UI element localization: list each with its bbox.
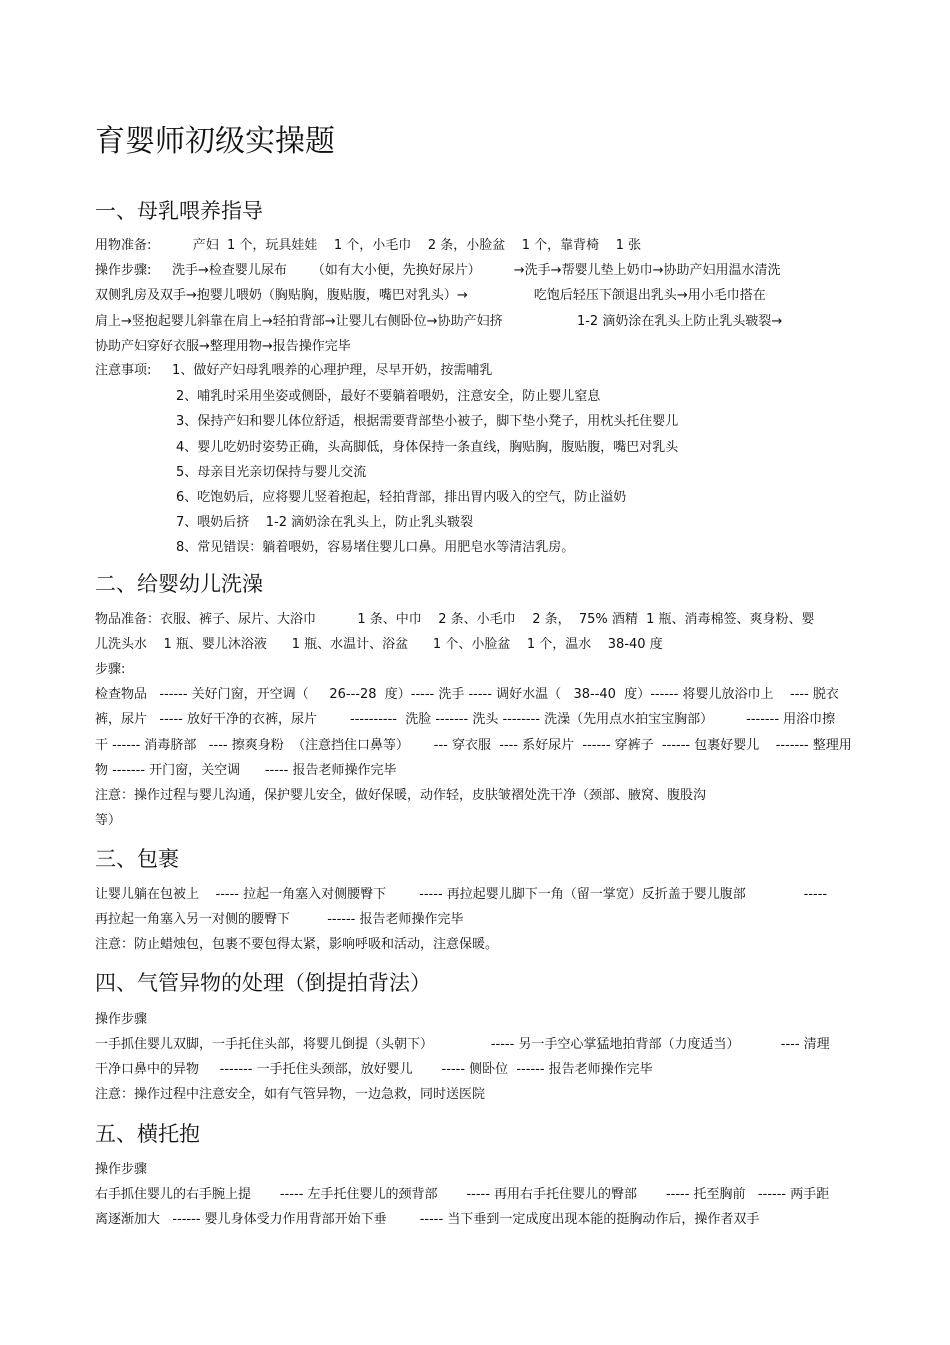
- note-item: 7、喂奶后挤 1-2 滴奶涂在乳头上，防止乳头皲裂: [176, 515, 474, 530]
- text-line: 操作步骤: [95, 1162, 148, 1177]
- note-item: 2、哺乳时采用坐姿或侧卧，最好不要躺着喂奶，注意安全，防止婴儿窒息: [176, 389, 601, 404]
- note-item: 5、母亲目光亲切保持与婴儿交流: [176, 465, 367, 480]
- section-heading-3: 三、包裹: [95, 847, 179, 871]
- text-line: 用物准备: 产妇 1 个，玩具娃娃 1 个，小毛巾 2 条，小脸盆 1 个，靠背椅 1 张: [95, 238, 642, 253]
- text-line: 操作步骤: [95, 1012, 148, 1027]
- text-line: 注意事项: 1、做好产妇母乳喂养的心理护理，尽早开奶，按需哺乳: [95, 363, 493, 378]
- text-line: 再拉起一角塞入另一对侧的腰臀下 ------ 报告老师操作完毕: [95, 912, 464, 927]
- text-line: 操作步骤: 洗手→检查婴儿尿布 （如有大小便，先换好尿片） →洗手→帮婴儿垫上奶巾→协助产妇用温水清洗: [95, 263, 781, 278]
- note-item: 3、保持产妇和婴儿体位舒适，根据需要背部垫小被子，脚下垫小凳子，用枕头托住婴儿: [176, 414, 679, 429]
- text-line: 注意：防止蜡烛包，包裹不要包得太紧，影响呼吸和活动，注意保暖。: [95, 937, 499, 952]
- note-item: 6、吃饱奶后，应将婴儿竖着抱起，轻拍背部，排出胃内吸入的空气，防止溢奶: [176, 490, 627, 505]
- note-item: 4、婴儿吃奶时姿势正确，头高脚低，身体保持一条直线，胸贴胸，腹贴腹，嘴巴对乳头: [176, 440, 679, 455]
- document-title: 育婴师初级实操题: [95, 124, 335, 159]
- text-line: 裤，尿片 ----- 放好干净的衣裤，尿片 ---------- 洗脸 ------- 洗头 -------- 洗澡（先用点水拍宝宝胸部） ------- 用浴巾擦: [95, 712, 836, 727]
- text-line: 肩上→竖抱起婴儿斜靠在肩上→轻拍背部→让婴儿右侧卧位→协助产妇挤 1-2 滴奶涂在乳头上防止乳头皲裂→: [95, 314, 783, 329]
- text-line: 离逐渐加大 ------ 婴儿身体受力作用背部开始下垂 ----- 当下垂到一定成度出现本能的挺胸动作后，操作者双手: [95, 1212, 760, 1227]
- text-line: 协助产妇穿好衣服→整理用物→报告操作完毕: [95, 339, 351, 354]
- text-line: 干 ------ 消毒脐部 ---- 擦爽身粉 （注意挡住口鼻等） --- 穿衣服 ---- 系好尿片 ------ 穿裤子 ------ 包裹好婴儿 ------- 整理用: [95, 738, 852, 753]
- text-line: 检查物品 ------ 关好门窗，开空调（ 26---28 度）----- 洗手 ----- 调好水温（ 38--40 度）------ 将婴儿放浴巾上 ---- 脱衣: [95, 687, 839, 702]
- text-line: 注意：操作过程与婴儿沟通，保护婴儿安全，做好保暖，动作轻，皮肤皱褶处洗干净（颈部、腋窝、腹股沟: [95, 788, 707, 803]
- section-heading-5: 五、横托抱: [95, 1122, 200, 1146]
- section-heading-2: 二、给婴幼儿洗澡: [95, 572, 263, 596]
- text-line: 儿洗头水 1 瓶、婴儿沐浴液 1 瓶、水温计、浴盆 1 个、小脸盆 1 个，温水 38-40 度: [95, 637, 663, 652]
- text-line: 让婴儿躺在包被上 ----- 拉起一角塞入对侧腰臀下 ----- 再拉起婴儿脚下一角（留一掌宽）反折盖于婴儿腹部 -----: [95, 887, 828, 902]
- text-line: 物 ------- 开门窗，关空调 ----- 报告老师操作完毕: [95, 763, 397, 778]
- text-line: 注意：操作过程中注意安全，如有气管异物，一边急救，同时送医院: [95, 1087, 486, 1102]
- text-line: 步骤:: [95, 662, 126, 677]
- text-line: 右手抓住婴儿的右手腕上提 ----- 左手托住婴儿的颈背部 ----- 再用右手托住婴儿的臀部 ----- 托至胸前 ------ 两手距: [95, 1187, 830, 1202]
- text-line: 干净口鼻中的异物 ------- 一手托住头颈部，放好婴儿 ----- 侧卧位 ------ 报告老师操作完毕: [95, 1062, 653, 1077]
- note-item: 8、常见错误：躺着喂奶，容易堵住婴儿口鼻。用肥皂水等清洁乳房。: [176, 540, 575, 555]
- section-heading-4: 四、气管异物的处理（倒提拍背法）: [95, 971, 431, 995]
- text-line: 物品准备：衣服、裤子、尿片、大浴巾 1 条、中巾 2 条、小毛巾 2 条， 75% 酒精 1 瓶、消毒棉签、爽身粉、婴: [95, 612, 815, 627]
- text-line: 双侧乳房及双手→抱婴儿喂奶（胸贴胸，腹贴腹，嘴巴对乳头）→ 吃饱后轻压下颌退出乳头→用小毛巾搭在: [95, 288, 766, 303]
- text-line: 等）: [95, 813, 122, 828]
- section-heading-1: 一、母乳喂养指导: [95, 199, 263, 223]
- text-line: 一手抓住婴儿双脚，一手托住头部，将婴儿倒提（头朝下） ----- 另一手空心掌猛地拍背部（力度适当） ---- 清理: [95, 1037, 830, 1052]
